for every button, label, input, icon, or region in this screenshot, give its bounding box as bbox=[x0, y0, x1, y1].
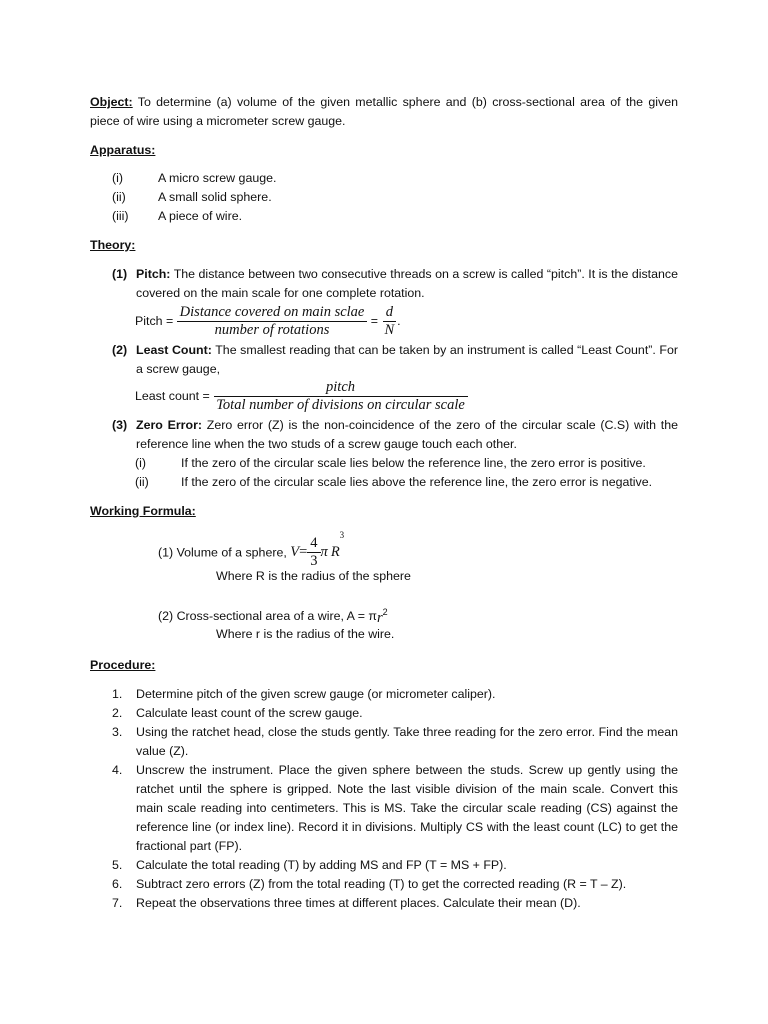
pitch-period: . bbox=[397, 313, 401, 328]
volume-formula bbox=[158, 530, 344, 570]
item-number: (3) bbox=[112, 418, 128, 432]
pitch-equals: = bbox=[367, 313, 382, 328]
theory-zero-error bbox=[112, 416, 678, 454]
least-count-lhs: Least count = bbox=[135, 388, 214, 403]
item-text: If the zero of the circular scale lies above the reference line, the zero error is negative. bbox=[181, 475, 653, 489]
four-thirds-fraction bbox=[307, 535, 320, 570]
list-item bbox=[112, 856, 678, 875]
area-where bbox=[216, 627, 394, 641]
item-number: 4. bbox=[112, 763, 123, 777]
item-text: Using the ratchet head, close the studs gently. Take three reading for the zero error. Find the mean value (Z). bbox=[136, 725, 678, 758]
item-text: A piece of wire. bbox=[158, 209, 243, 223]
exponent: 2 bbox=[382, 607, 388, 617]
list-item bbox=[135, 454, 678, 473]
equals-sign: = bbox=[299, 544, 308, 561]
r-symbol: R bbox=[330, 544, 340, 561]
item-number: (ii) bbox=[135, 475, 149, 489]
item-number: 7. bbox=[112, 896, 123, 910]
r-symbol: r bbox=[376, 610, 383, 627]
procedure-heading-text: Procedure: bbox=[90, 658, 156, 672]
apparatus-heading bbox=[90, 141, 678, 160]
item-number: 6. bbox=[112, 877, 123, 891]
list-item bbox=[112, 894, 678, 913]
theory-least-count bbox=[112, 341, 678, 379]
pi-symbol: π bbox=[320, 544, 328, 561]
volume-text: (1) Volume of a sphere, bbox=[158, 545, 291, 560]
v-symbol: V bbox=[290, 544, 300, 561]
volume-where-text: Where R is the radius of the sphere bbox=[216, 569, 411, 583]
exponent: 3 bbox=[339, 530, 345, 540]
pitch-d-over-n bbox=[381, 304, 397, 339]
volume-where bbox=[216, 569, 411, 583]
item-text: Calculate least count of the screw gauge. bbox=[136, 706, 363, 720]
item-number: 3. bbox=[112, 725, 123, 739]
working-formula-heading bbox=[90, 502, 678, 521]
list-item bbox=[135, 473, 678, 492]
zero-error-label: Zero Error: bbox=[136, 418, 203, 432]
object-text: To determine (a) volume of the given metallic sphere and (b) cross-sectional area of the given piece of wire using a micrometer screw gauge. bbox=[90, 95, 678, 128]
item-text: A small solid sphere. bbox=[158, 190, 272, 204]
least-count-formula bbox=[135, 379, 468, 414]
d-symbol: d bbox=[383, 304, 396, 322]
pitch-text: The distance between two consecutive threads on a screw is called “pitch”. It is the distance covered on the main scale for one complete rotation. bbox=[136, 267, 678, 300]
pitch-formula bbox=[135, 304, 401, 339]
working-formula-heading-text: Working Formula: bbox=[90, 504, 196, 518]
apparatus-heading-text: Apparatus: bbox=[90, 143, 156, 157]
theory-pitch bbox=[112, 265, 678, 303]
item-text: Determine pitch of the given screw gauge (or micrometer caliper). bbox=[136, 687, 496, 701]
item-text: Repeat the observations three times at different places. Calculate their mean (D). bbox=[136, 896, 581, 910]
theory-heading-text: Theory: bbox=[90, 238, 136, 252]
pitch-fraction bbox=[177, 304, 368, 339]
zero-error-text: Zero error (Z) is the non-coincidence of the zero of the circular scale (C.S) with the reference line when the two studs of a screw gauge touch each other. bbox=[136, 418, 679, 451]
pitch-formula-lhs: Pitch = bbox=[135, 313, 177, 328]
least-count-label: Least Count: bbox=[136, 343, 212, 357]
list-item bbox=[112, 704, 678, 723]
pi-symbol: π bbox=[368, 609, 377, 624]
pitch-numerator: Distance covered on main sclae bbox=[177, 304, 368, 322]
item-number: 2. bbox=[112, 706, 123, 720]
list-item bbox=[112, 169, 678, 188]
zero-error-list bbox=[135, 454, 678, 492]
list-item bbox=[112, 685, 678, 704]
procedure-heading bbox=[90, 656, 678, 675]
item-number: (i) bbox=[112, 171, 124, 185]
area-text: (2) Cross-sectional area of a wire, A = bbox=[158, 609, 369, 624]
item-text: A micro screw gauge. bbox=[158, 171, 277, 185]
item-number: 5. bbox=[112, 858, 123, 872]
item-number: (ii) bbox=[112, 190, 126, 204]
four: 4 bbox=[307, 535, 320, 553]
least-count-text: The smallest reading that can be taken by an instrument is called “Least Count”. For a screw gauge, bbox=[136, 343, 678, 376]
list-item bbox=[112, 207, 678, 226]
item-number: (1) bbox=[112, 267, 128, 281]
list-item bbox=[112, 761, 678, 856]
item-number: (2) bbox=[112, 343, 128, 357]
area-formula bbox=[158, 607, 388, 625]
list-item bbox=[112, 188, 678, 207]
item-number: (iii) bbox=[112, 209, 129, 223]
object-label: Object: bbox=[90, 95, 133, 109]
pitch-label: Pitch: bbox=[136, 267, 171, 281]
three: 3 bbox=[310, 553, 318, 570]
pitch-denominator: number of rotations bbox=[214, 322, 330, 338]
apparatus-list bbox=[112, 169, 678, 226]
item-number: (i) bbox=[135, 456, 147, 470]
item-text: Subtract zero errors (Z) from the total reading (T) to get the corrected reading (R = T – Z). bbox=[136, 877, 627, 891]
object-paragraph bbox=[90, 93, 678, 131]
least-count-denominator: Total number of divisions on circular scale bbox=[216, 397, 465, 413]
n-symbol: N bbox=[384, 322, 395, 338]
item-number: 1. bbox=[112, 687, 123, 701]
item-text: If the zero of the circular scale lies below the reference line, the zero error is positive. bbox=[181, 456, 646, 470]
item-text: Unscrew the instrument. Place the given sphere between the studs. Screw up gently using the ratchet until the sphere is gripped. Note the last visible division of the main scale. Convert this main scale reading into centimeters. This is MS. Take the circular scale reading (CS) against the reference line (or index line). Record it in divisions. Multiply CS with the least count (LC) to get the fractional part (FP). bbox=[136, 763, 678, 853]
least-count-numerator: pitch bbox=[214, 379, 468, 397]
procedure-list bbox=[112, 685, 678, 913]
item-text: Calculate the total reading (T) by adding MS and FP (T = MS + FP). bbox=[136, 858, 507, 872]
list-item bbox=[112, 723, 678, 761]
area-where-text: Where r is the radius of the wire. bbox=[216, 627, 395, 641]
list-item bbox=[112, 875, 678, 894]
least-count-fraction bbox=[213, 379, 468, 414]
theory-heading bbox=[90, 236, 678, 255]
